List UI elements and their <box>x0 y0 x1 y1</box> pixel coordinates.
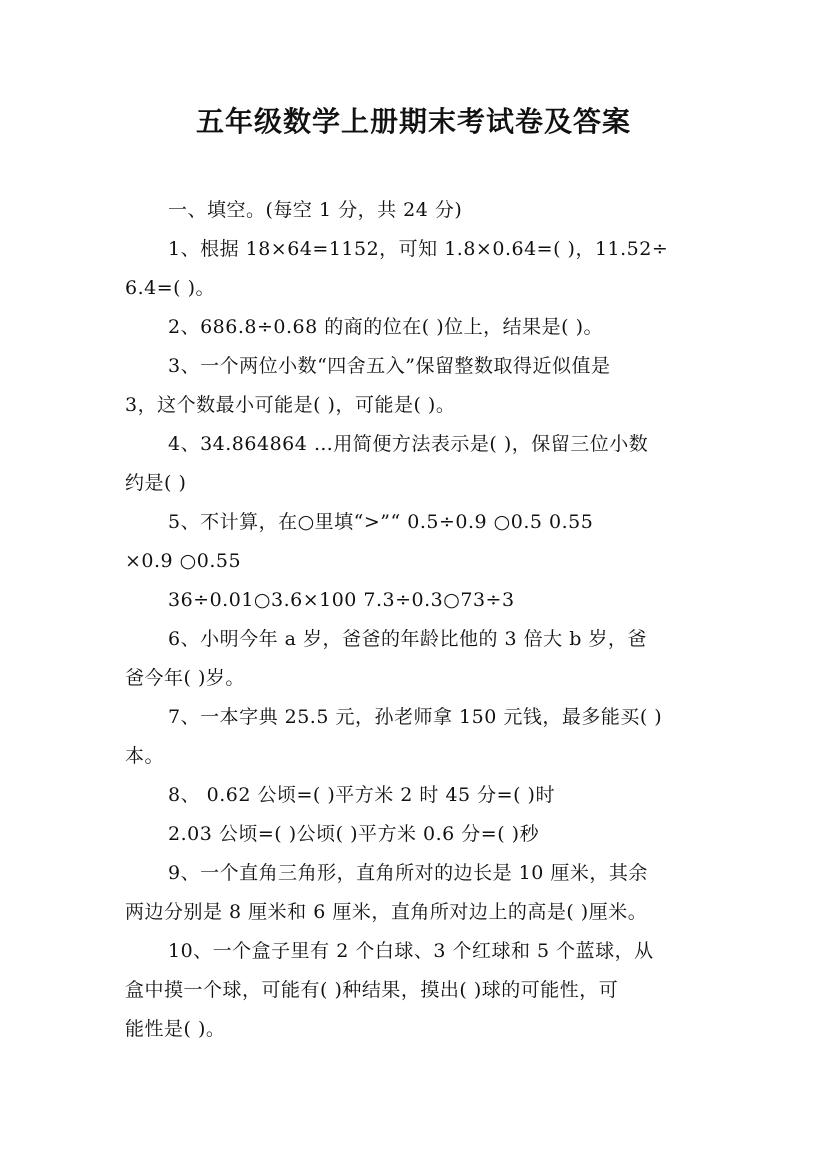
question-10-line-2: 盒中摸一个球，可能有( )种结果，摸出( )球的可能性，可 <box>125 979 619 1001</box>
question-3-line-2: 3，这个数最小可能是( )，可能是( )。 <box>125 394 456 416</box>
document-title: 五年级数学上册期末考试卷及答案 <box>195 105 631 138</box>
question-5-line-1: 5、不计算，在○里填“>”“ 0.5÷0.9 ○0.5 0.55 <box>168 511 594 533</box>
question-8-line-1: 8、 0.62 公顷=( )平方米 2 时 45 分=( )时 <box>168 784 555 806</box>
question-10-line-3: 能性是( )。 <box>125 1018 226 1040</box>
question-1-line-1: 1、根据 18×64=1152，可知 1.8×0.64=( )，11.52÷ <box>168 238 669 260</box>
question-5-line-3: 36÷0.01○3.6×100 7.3÷0.3○73÷3 <box>168 589 515 611</box>
question-4-line-1: 4、34.864864 …用简便方法表示是( )，保留三位小数 <box>168 433 649 455</box>
question-2: 2、686.8÷0.68 的商的位在( )位上，结果是( )。 <box>168 316 603 338</box>
question-7-line-2: 本。 <box>125 745 165 767</box>
section-heading-fill-blank: 一、填空。(每空 1 分，共 24 分) <box>168 199 463 221</box>
question-9-line-2: 两边分别是 8 厘米和 6 厘米，直角所对边上的高是( )厘米。 <box>125 901 648 923</box>
question-3-line-1: 3、一个两位小数“四舍五入”保留整数取得近似值是 <box>168 355 611 377</box>
question-6-line-1: 6、小明今年 a 岁，爸爸的年龄比他的 3 倍大 b 岁，爸 <box>168 628 647 650</box>
question-7-line-1: 7、一本字典 25.5 元，孙老师拿 150 元钱，最多能买( ) <box>168 706 663 728</box>
question-9-line-1: 9、一个直角三角形，直角所对的边长是 10 厘米，其余 <box>168 862 648 884</box>
question-8-line-2: 2.03 公顷=( )公顷( )平方米 0.6 分=( )秒 <box>168 823 540 845</box>
question-5-line-2: ×0.9 ○0.55 <box>125 550 242 572</box>
question-1-line-2: 6.4=( )。 <box>125 277 216 299</box>
question-10-line-1: 10、一个盒子里有 2 个白球、3 个红球和 5 个蓝球，从 <box>168 940 654 962</box>
question-4-line-2: 约是( ) <box>125 472 187 494</box>
question-6-line-2: 爸今年( )岁。 <box>125 667 245 689</box>
